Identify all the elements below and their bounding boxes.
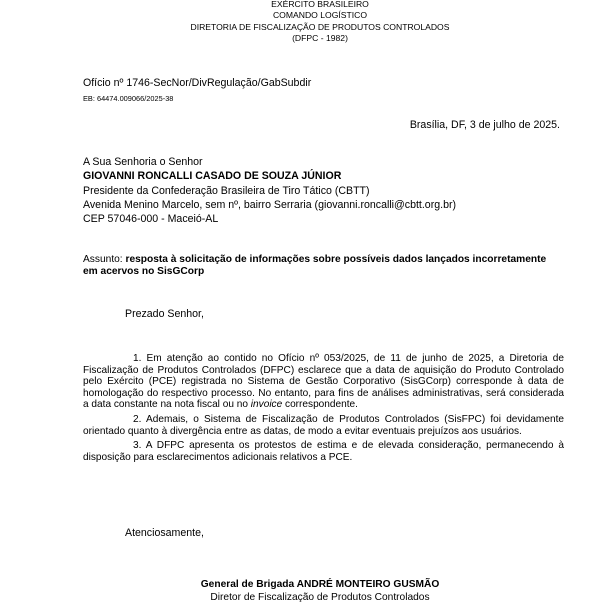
recipient-block [83,155,456,226]
subject-line [83,254,563,278]
signature-block [0,578,600,604]
paragraph-1-italic: invoice [250,399,283,411]
letterhead-line-command: COMANDO LOGÍSTICO [272,10,368,21]
subject-label: Assunto: [83,254,126,265]
greeting: Prezado Senhor, [125,308,204,320]
paragraph-1-text: 1. Em atenção ao contido no Ofício nº 053/2025, de 11 de junho de 2025, a Diretoria de Fiscalização de Produtos Controlados (DFPC) esclarece que a data de aquisição do Produto Controlado pelo Exército (PCE) registrada no Sistema de Gestão Corporativo (SisGCorp) corresponde à data de homologação do respectivo processo. No entanto, para fins de análises administrativas, será considerada a data constante na nota fiscal ou no [83,353,564,411]
eb-protocol: EB: 64474.009066/2025-38 [83,94,174,103]
signatory [0,578,600,591]
recipient-cep: CEP 57046-000 - Maceió-AL [83,213,219,226]
letterhead-line-army: EXÉRCITO BRASILEIRO [271,0,369,9]
paragraph-1 [83,353,564,411]
letterhead [0,0,600,45]
letterhead-line-directorate: DIRETORIA DE FISCALIZAÇÃO DE PRODUTOS CONTROLADOS [190,21,450,32]
paragraph-1-end: correspondente. [282,399,358,411]
letter-body [83,353,564,466]
letter-date: Brasília, DF, 3 de julho de 2025. [409,119,560,131]
recipient-address: Avenida Menino Marcelo, sem nº, bairro Serraria (giovanni.roncalli@cbtt.org.br) [83,198,457,211]
oficio-number: Ofício nº 1746-SecNor/DivRegulação/GabSubdir [83,77,312,89]
recipient-role: Presidente da Confederação Brasileira de Tiro Tático (CBTT) [83,184,370,197]
paragraph-2: 2. Ademais, o Sistema de Fiscalização de Produtos Controlados (SisFPC) foi devidamente orientado quanto à divergência entre as datas, de modo a evitar eventuais prejuízos aos usuários. [83,413,564,437]
subject-text: resposta à solicitação de informações sobre possíveis dados lançados incorretamente em acervos no SisGCorp [83,254,547,278]
recipient-name: GIOVANNI RONCALLI CASADO DE SOUZA JÚNIOR [83,170,342,183]
closing: Atenciosamente, [125,527,204,539]
signatory-title: Diretor de Fiscalização de Produtos Controlados [210,592,430,603]
letterhead-line-founding: (DFPC - 1982) [292,33,348,44]
signatory-rank: General de Brigada [200,579,297,590]
paragraph-3: 3. A DFPC apresenta os protestos de estima e de elevada consideração, permanecendo à disposição para esclarecimentos adicionais relativos a PCE. [83,440,564,463]
signatory-name: ANDRÉ MONTEIRO GUSMÃO [296,579,440,590]
recipient-salutation: A Sua Senhoria o Senhor [83,156,203,168]
